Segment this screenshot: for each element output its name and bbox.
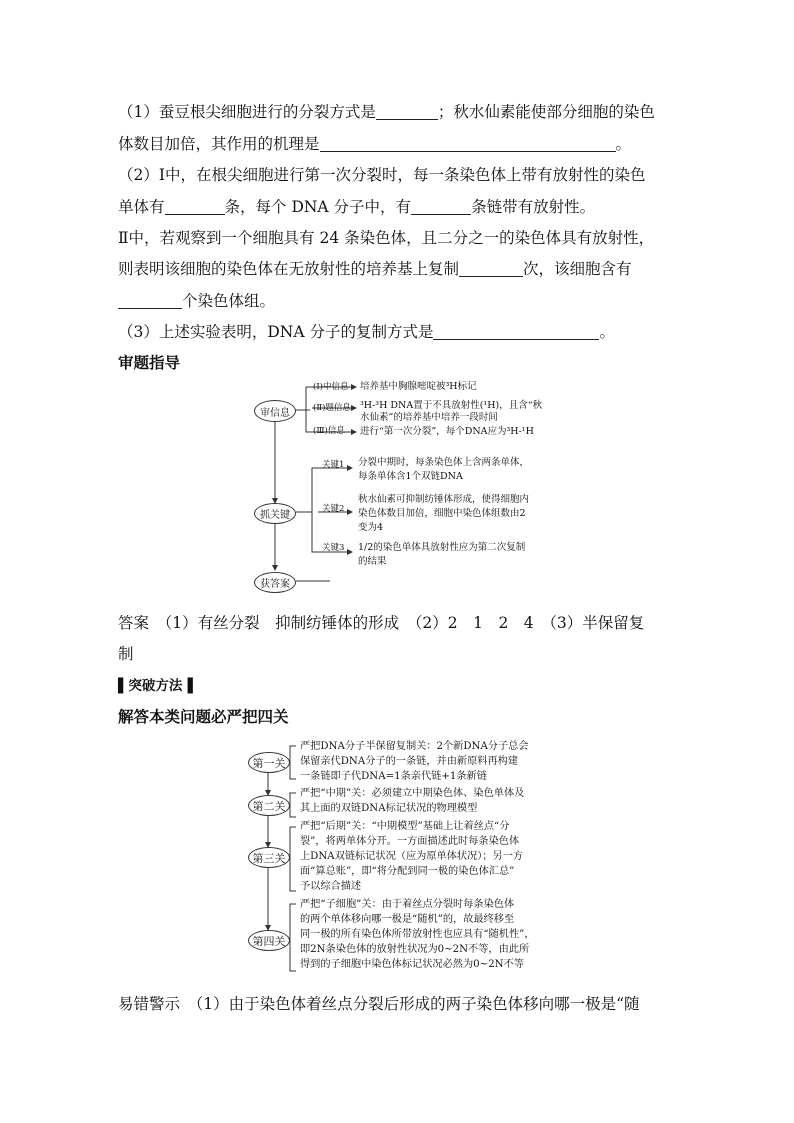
- key-text-2: 每条单体含1个双链DNA: [358, 471, 463, 482]
- key-text-3: 秋水仙素可抑制纺锤体形成，使得细胞内: [358, 494, 530, 505]
- stage-2-text-2: 其上面的双链DNA标记状况的物理模型: [300, 803, 478, 814]
- method-tag: ▌突破方法▐: [118, 678, 193, 694]
- answer-line-2: 制: [118, 645, 134, 663]
- stage-3-text-5: 予以综合描述: [300, 881, 362, 892]
- stage-4-text-3: 同一极的所有染色体所带放射性也应具有“随机性”，: [300, 929, 535, 940]
- stage-1-text-2: 保留亲代DNA分子的一条链，并由新原料再构建: [300, 756, 518, 767]
- info-label-1: (Ⅰ)中信息: [313, 382, 349, 392]
- stage-3-text-2: 裂”，将两单体分开。一方面描述此时每条染色体: [300, 836, 520, 847]
- method-heading: 解答本类问题必严把四关: [118, 708, 289, 726]
- key-label-2: 关键2: [322, 504, 345, 514]
- question-line-3: （2）Ⅰ中，在根尖细胞进行第一次分裂时，每一条染色体上带有放射性的染色: [118, 166, 646, 184]
- question-text: ；秋水仙素能使部分细胞的染色: [437, 103, 655, 121]
- info-text-2: ³H-³H DNA置于不具放射性(¹H)，且含“秋: [360, 400, 543, 411]
- guide-heading: 审题指导: [118, 354, 181, 372]
- answer-line-1: 答案 （1）有丝分裂 抑制纺锤体的形成 （2）2 1 2 4 （3）半保留复: [118, 614, 645, 632]
- question-text: 个染色体组。: [182, 292, 276, 310]
- key-text-4: 染色体数目加倍，细胞中染色体组数由2: [358, 508, 526, 519]
- info-label-3: (Ⅲ)信息: [313, 426, 345, 436]
- stage-4-text-2: 的两个单体移向哪一极是“随机”的，故最终移至: [300, 914, 515, 925]
- question-text: 单体有: [118, 198, 165, 216]
- stage-2-text-1: 严把“中期”关：必须建立中期染色体、染色单体及: [300, 788, 525, 799]
- stage-4-text-4: 即2N条染色体的放射性状况为0~2N不等，由此所: [300, 944, 530, 955]
- node-key: 抓关键: [254, 503, 296, 524]
- key-text-5: 变为4: [358, 522, 384, 533]
- question-text: 体数目加倍，其作用的机理是: [118, 135, 320, 153]
- stage-4-text-5: 得到的子细胞中染色体标记状况必然为0~2N不等: [300, 959, 524, 970]
- stage-3-node: 第三关: [248, 847, 290, 868]
- stage-1-node: 第一关: [248, 752, 290, 773]
- node-answer: 获答案: [254, 572, 296, 593]
- stage-2-node: 第二关: [248, 795, 290, 816]
- stage-4-node: 第四关: [248, 930, 290, 951]
- stage-1-text-3: 一条链即子代DNA=1条亲代链+1条新链: [300, 771, 487, 782]
- question-text: 条，每个 DNA 分子中，有: [224, 198, 412, 216]
- stage-3-text-4: 面“算总账”，即“将分配到同一极的染色体汇总”: [300, 866, 515, 877]
- question-text: （1）蚕豆根尖细胞进行的分裂方式是: [118, 103, 376, 121]
- key-text-6: 1/2的染色单体具放射性应为第二次复制: [358, 542, 526, 553]
- stage-3-text-3: 上DNA双链标记状况（应为原单体状况）；另一方: [300, 851, 524, 862]
- question-text: 条链带有放射性。: [471, 198, 596, 216]
- info-text-3: 水仙素”的培养基中培养一段时间: [360, 412, 498, 423]
- question-text: 则表明该细胞的染色体在无放射性的培养基上复制: [118, 260, 460, 278]
- key-text-7: 的结果: [358, 556, 387, 567]
- warning-line: 易错警示 （1）由于染色体着丝点分裂后形成的两子染色体移向哪一极是“随: [118, 995, 640, 1013]
- info-label-2: (Ⅱ)题信息: [313, 403, 351, 413]
- stage-4-text-1: 严把“子细胞”关：由于着丝点分裂时每条染色体: [300, 899, 515, 910]
- info-text-1: 培养基中胸腺嘧啶被³H标记: [360, 381, 477, 392]
- question-text: 。: [599, 323, 615, 341]
- question-text: 次，该细胞含有: [523, 260, 632, 278]
- stage-3-text-1: 严把“后期”关：“中期模型”基础上让着丝点“分: [300, 821, 510, 832]
- stage-1-text-1: 严把DNA分子半保留复制关：2个新DNA分子总会: [300, 741, 529, 752]
- node-info: 审信息: [254, 400, 296, 422]
- question-line-5: Ⅱ中，若观察到一个细胞具有 24 条染色体，且二分之一的染色体具有放射性，: [118, 229, 655, 247]
- question-text: 。: [615, 135, 632, 153]
- info-text-4: 进行“第一次分裂”，每个DNA应为³H-¹H: [360, 426, 534, 437]
- question-text: （3）上述实验表明，DNA 分子的复制方式是: [118, 323, 434, 341]
- key-label-3: 关键3: [322, 543, 345, 553]
- key-text-1: 分裂中期时，每条染色体上含两条单体，: [358, 457, 530, 468]
- key-label-1: 关键1: [322, 460, 345, 470]
